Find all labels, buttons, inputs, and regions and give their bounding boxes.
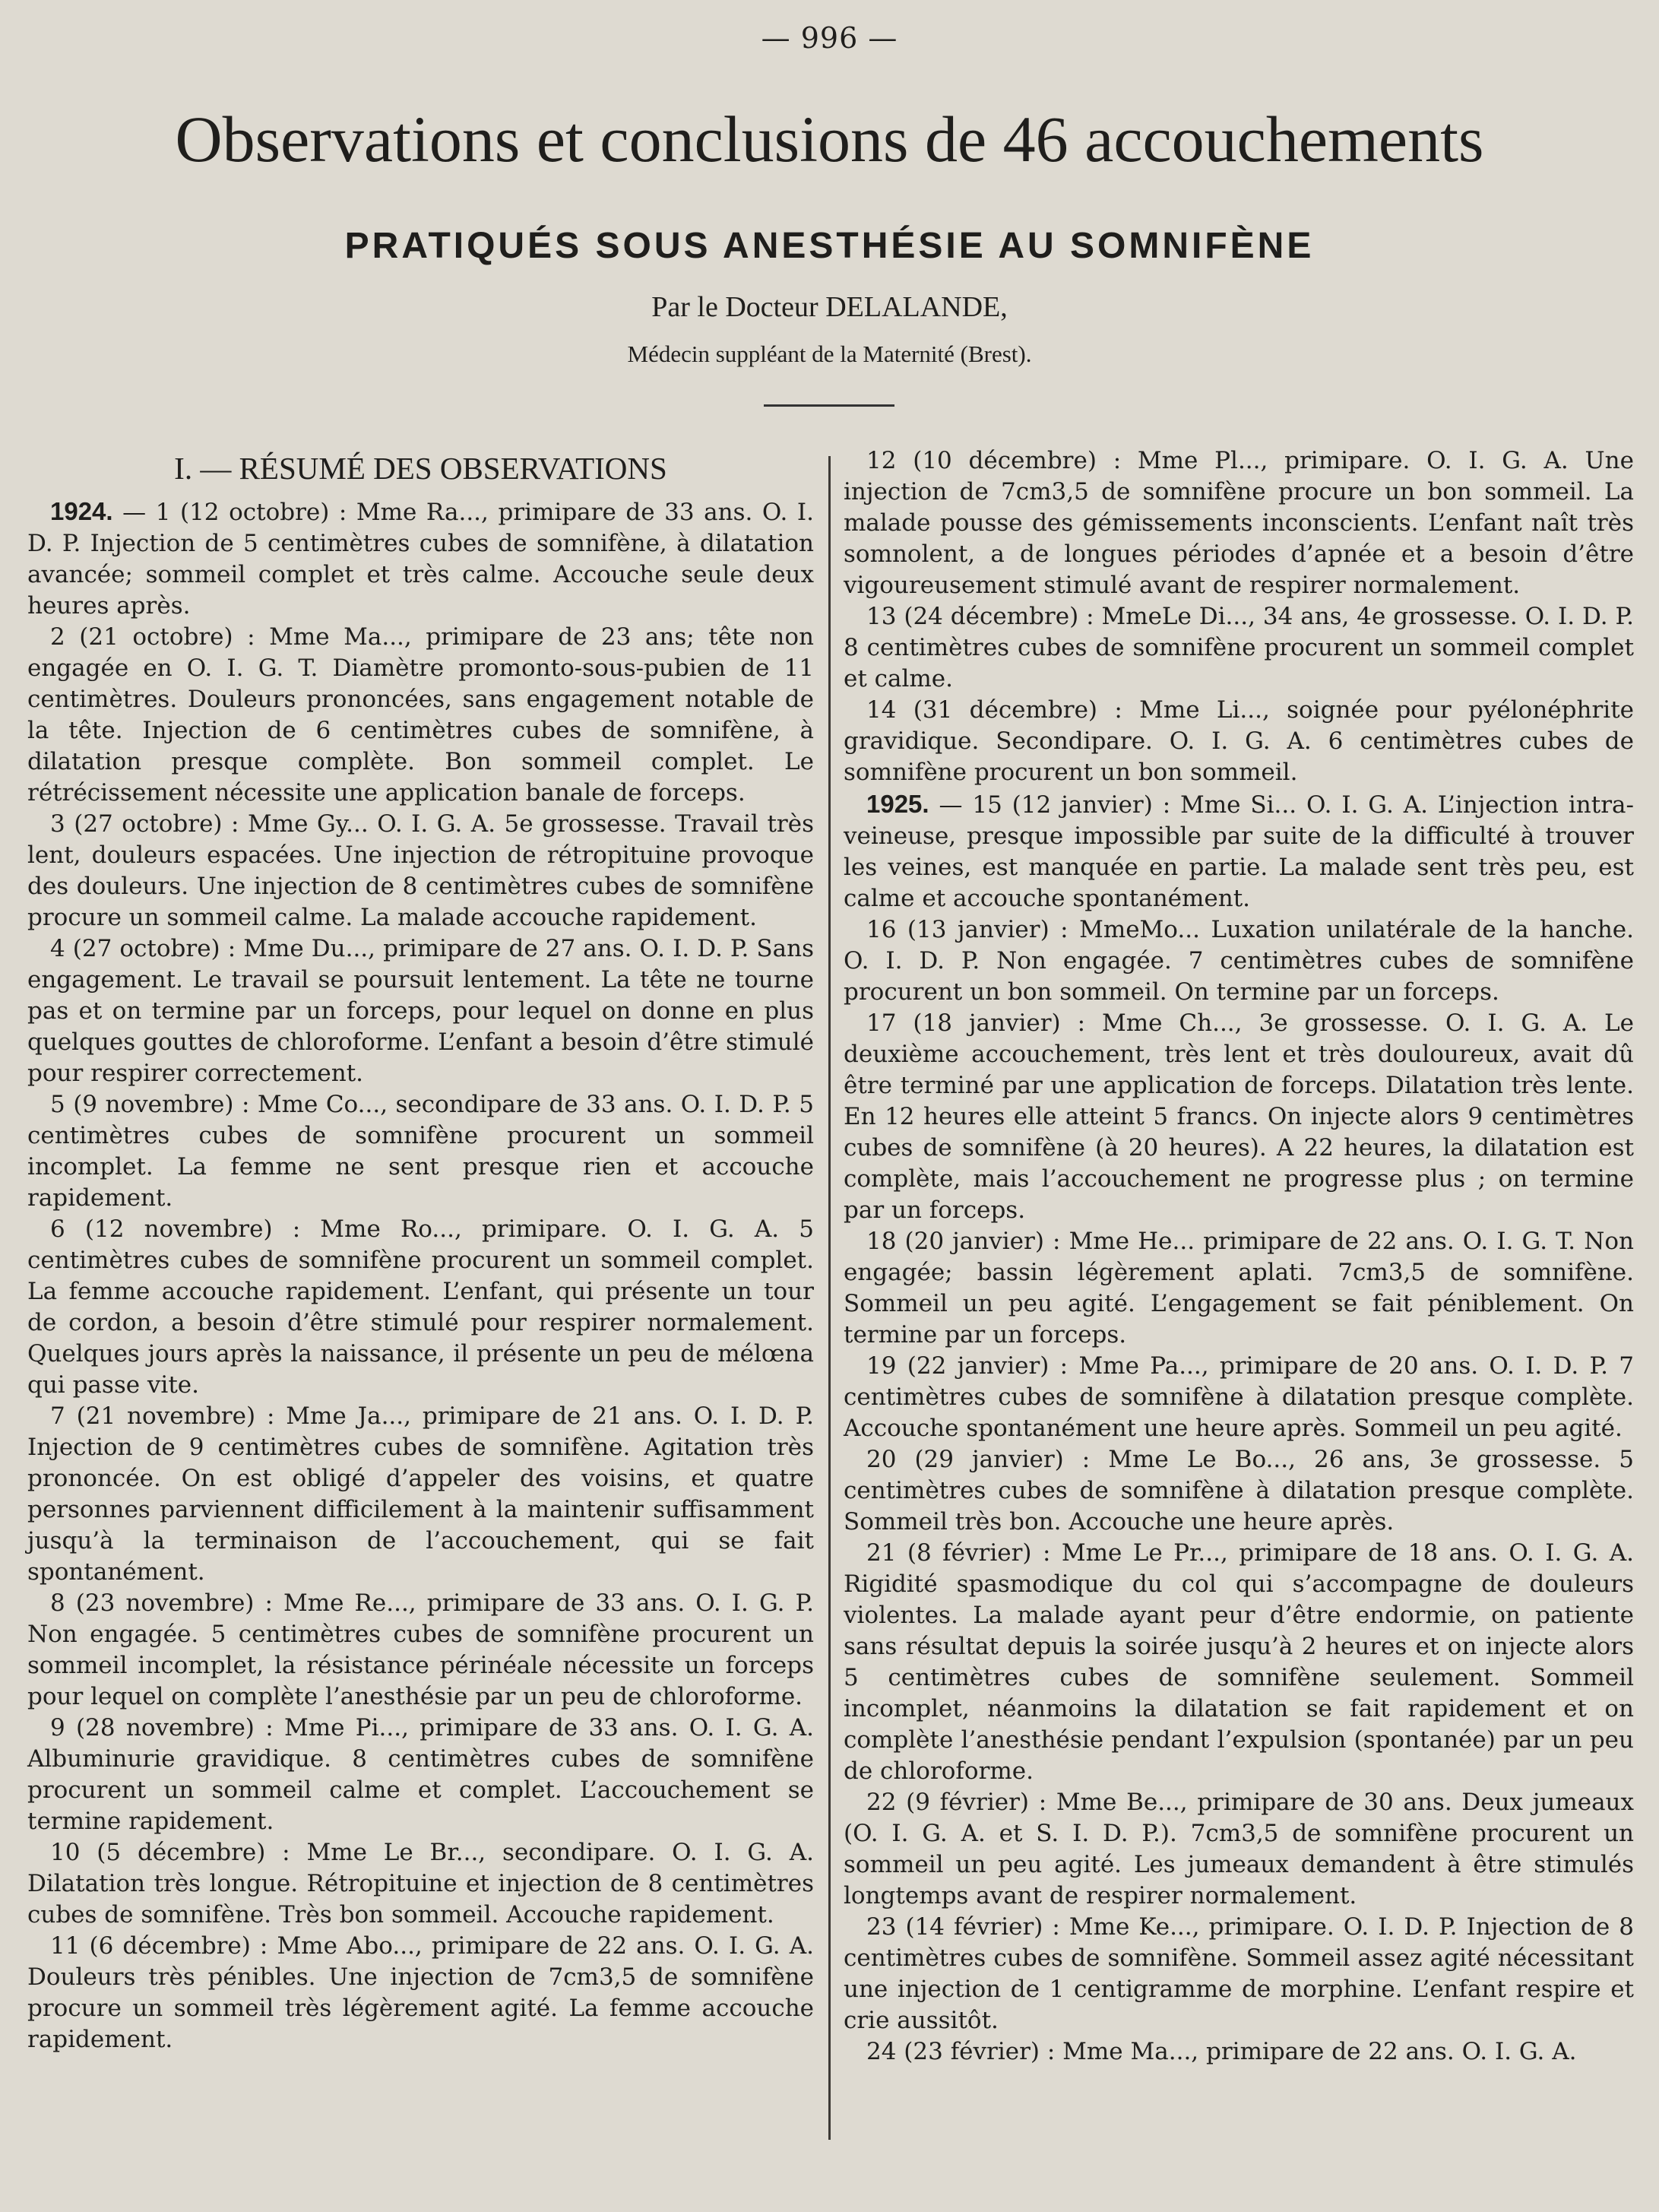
observation-text: 11 (6 décembre) : Mme Abo..., primipare de 22 ans. O. I. G. A. Douleurs très pénibles. Une injection de 7cm3,5 de somnifène procure un sommeil très légèrement agité. La femme accouche rapidement. bbox=[27, 1932, 814, 2053]
article-subtitle: PRATIQUÉS SOUS ANESTHÉSIE AU SOMNIFÈNE bbox=[344, 226, 1315, 266]
observation-paragraph bbox=[27, 809, 814, 933]
page-number: — 996 — bbox=[761, 21, 898, 55]
observation-text: 16 (13 janvier) : MmeMo... Luxation unilatérale de la hanche. O. I. D. P. Non engagée. 7 centimètres cubes de somnifène procurent un bon sommeil. On termine par un forceps. bbox=[844, 916, 1634, 1006]
observation-paragraph bbox=[844, 1538, 1634, 1787]
observation-text: 7 (21 novembre) : Mme Ja..., primipare de 21 ans. O. I. D. P. Injection de 9 centimètres cubes de somnifène. Agitation très prononcée. On est obligé d’appeler des voisins, et quatre personnes parviennent difficilement à la maintenir suffisamment jusqu’à la terminaison de l’accouchement, qui se fait spontanément. bbox=[27, 1402, 814, 1586]
observation-text: 17 (18 janvier) : Mme Ch..., 3e grossesse. O. I. G. A. Le deuxième accouchement, très lent et très douloureux, avait dû être terminé par une application de forceps. Dilatation très lente. En 12 heures elle atteint 5 francs. On injecte alors 9 centimètres cubes de somnifène (à 20 heures). A 22 heures, la dilatation est complète, mais l’accouchement ne progresse plus ; on termine par un forceps. bbox=[844, 1009, 1634, 1224]
observation-paragraph bbox=[27, 622, 814, 809]
observation-text: — 1 (12 octobre) : Mme Ra..., primipare de 33 ans. O. I. D. P. Injection de 5 centimètres cubes de somnifène, à dilatation avancée; sommeil complet et très calme. Accouche seule deux heures après. bbox=[27, 499, 814, 620]
observation-paragraph bbox=[27, 1931, 814, 2055]
observation-text: 18 (20 janvier) : Mme He... primipare de 22 ans. O. I. G. T. Non engagée; bassin légèrement aplati. 7cm3,5 de somnifène. Sommeil un peu agité. L’engagement se fait péniblement. On termine par un forceps. bbox=[844, 1228, 1634, 1348]
observation-paragraph bbox=[27, 1214, 814, 1401]
observation-paragraph bbox=[844, 2036, 1634, 2068]
observation-text: 23 (14 février) : Mme Ke..., primipare. O. I. D. P. Injection de 8 centimètres cubes de somnifène. Sommeil assez agité nécessitant une injection de 1 centigramme de morphine. L’enfant respire et crie aussitôt. bbox=[844, 1913, 1634, 2034]
author-affiliation: Médecin suppléant de la Maternité (Brest). bbox=[627, 341, 1032, 367]
observation-text: 20 (29 janvier) : Mme Le Bo..., 26 ans, 3e grossesse. 5 centimètres cubes de somnifène à dilatation presque complète. Sommeil très bon. Accouche une heure après. bbox=[844, 1446, 1634, 1535]
article-title: Observations et conclusions de 46 accouchements bbox=[175, 103, 1484, 176]
observation-paragraph bbox=[844, 1444, 1634, 1538]
observation-paragraph bbox=[844, 788, 1634, 914]
column-divider bbox=[828, 456, 831, 2140]
section-heading: I. — RÉSUMÉ DES OBSERVATIONS bbox=[174, 451, 667, 486]
observation-paragraph bbox=[27, 1401, 814, 1588]
observation-text: 22 (9 février) : Mme Be..., primipare de 30 ans. Deux jumeaux (O. I. G. A. et S. I. D. P.). 7cm3,5 de somnifène procurent un sommeil un peu agité. Les jumeaux demandent à être stimulés longtemps avant de respirer normalement. bbox=[844, 1789, 1634, 1909]
observation-paragraph bbox=[27, 933, 814, 1089]
observation-paragraph bbox=[844, 1008, 1634, 1226]
left-observations bbox=[27, 496, 814, 2055]
observation-text: 8 (23 novembre) : Mme Re..., primipare de 33 ans. O. I. G. P. Non engagée. 5 centimètres cubes de somnifène procurent un sommeil incomplet, la résistance périnéale nécessite un forceps pour lequel on complète l’anesthésie par un peu de chloroforme. bbox=[27, 1589, 814, 1710]
year-heading: 1925. bbox=[866, 790, 929, 818]
observation-text: 12 (10 décembre) : Mme Pl..., primipare. O. I. G. A. Une injection de 7cm3,5 de somnifène procure un bon sommeil. La malade pousse des gémissements inconscients. L’enfant naît très somnolent, a de longues périodes d’apnée et a besoin d’être vigoureusement stimulé avant de respirer normalement. bbox=[844, 447, 1634, 599]
observation-text: 3 (27 octobre) : Mme Gy... O. I. G. A. 5e grossesse. Travail très lent, douleurs espacées. Une injection de rétropituine provoque des douleurs. Une injection de 8 centimètres cubes de somnifène procure un sommeil calme. La malade accouche rapidement. bbox=[27, 810, 814, 931]
right-observations bbox=[844, 445, 1634, 2068]
observation-text: 19 (22 janvier) : Mme Pa..., primipare de 20 ans. O. I. D. P. 7 centimètres cubes de somnifène à dilatation presque complète. Accouche spontanément une heure après. Sommeil un peu agité. bbox=[844, 1352, 1634, 1442]
observation-paragraph bbox=[27, 496, 814, 622]
left-column bbox=[27, 447, 814, 2055]
author-byline: Par le Docteur DELALANDE, bbox=[651, 291, 1008, 323]
observation-text: 4 (27 octobre) : Mme Du..., primipare de 27 ans. O. I. D. P. Sans engagement. Le travail se poursuit lentement. La tête ne tourne pas et on termine par un forceps, pour lequel on donne en plus quelques gouttes de chloroforme. L’enfant a besoin d’être stimulé pour respirer correctement. bbox=[27, 935, 814, 1087]
observation-text: 9 (28 novembre) : Mme Pi..., primipare de 33 ans. O. I. G. A. Albuminurie gravidique. 8 centimètres cubes de somnifène procurent un sommeil calme et complet. L’accouchement se termine rapidement. bbox=[27, 1714, 814, 1835]
observation-paragraph bbox=[27, 1089, 814, 1214]
observation-text: — 15 (12 janvier) : Mme Si... O. I. G. A. L’injection intra-veineuse, presque impossible par suite de la difficulté à trouver les veines, est manquée en partie. La malade sent très peu, est calme et accouche spontanément. bbox=[844, 791, 1635, 912]
observation-paragraph bbox=[27, 1837, 814, 1931]
observation-paragraph bbox=[27, 1588, 814, 1713]
observation-paragraph bbox=[844, 601, 1634, 695]
observation-text: 13 (24 décembre) : MmeLe Di..., 34 ans, 4e grossesse. O. I. D. P. 8 centimètres cubes de somnifène procurent un sommeil complet et calme. bbox=[844, 603, 1634, 692]
observation-text: 14 (31 décembre) : Mme Li..., soignée pour pyélonéphrite gravidique. Secondipare. O. I. G. A. 6 centimètres cubes de somnifène procurent un bon sommeil. bbox=[844, 696, 1634, 786]
observation-text: 2 (21 octobre) : Mme Ma..., primipare de 23 ans; tête non engagée en O. I. G. T. Diamètre promonto-sous-pubien de 11 centimètres. Douleurs prononcées, sans engagement notable de la tête. Injection de 6 centimètres cubes de somnifène, à dilatation presque complète. Bon sommeil complet. Le rétrécissement nécessite une application banale de forceps. bbox=[27, 623, 814, 807]
observation-text: 24 (23 février) : Mme Ma..., primipare de 22 ans. O. I. G. A. bbox=[866, 2038, 1577, 2065]
observation-paragraph bbox=[844, 914, 1634, 1008]
title-rule bbox=[764, 404, 894, 407]
observation-text: 6 (12 novembre) : Mme Ro..., primipare. O. I. G. A. 5 centimètres cubes de somnifène procurent un sommeil complet. La femme accouche rapidement. L’enfant, qui présente un tour de cordon, a besoin d’être stimulé pour respirer normalement. Quelques jours après la naissance, il présente un peu de mélœna qui passe vite. bbox=[27, 1215, 814, 1399]
observation-paragraph bbox=[844, 1787, 1634, 1912]
observation-text: 5 (9 novembre) : Mme Co..., secondipare de 33 ans. O. I. D. P. 5 centimètres cubes de somnifène procurent un sommeil incomplet. La femme ne sent presque rien et accouche rapidement. bbox=[27, 1091, 814, 1212]
observation-text: 10 (5 décembre) : Mme Le Br..., secondipare. O. I. G. A. Dilatation très longue. Rétropituine et injection de 8 centimètres cubes de somnifène. Très bon sommeil. Accouche rapidement. bbox=[27, 1839, 814, 1928]
observation-paragraph bbox=[844, 445, 1634, 601]
right-column bbox=[844, 445, 1634, 2068]
year-heading: 1924. bbox=[50, 497, 113, 525]
observation-paragraph bbox=[844, 695, 1634, 788]
observation-text: 21 (8 février) : Mme Le Pr..., primipare de 18 ans. O. I. G. A. Rigidité spasmodique du col qui s’accompagne de douleurs violentes. La malade ayant peur d’être endormie, on patiente sans résultat depuis la soirée jusqu’à 2 heures et on injecte alors 5 centimètres cubes de somnifène seulement. Sommeil incomplet, néanmoins la dilatation se fait rapidement et on complète l’anesthésie pendant l’expulsion (spontanée) par un peu de chloroforme. bbox=[844, 1539, 1634, 1785]
observation-paragraph bbox=[27, 1713, 814, 1837]
observation-paragraph bbox=[844, 1351, 1634, 1444]
observation-paragraph bbox=[844, 1912, 1634, 2036]
observation-paragraph bbox=[844, 1226, 1634, 1351]
